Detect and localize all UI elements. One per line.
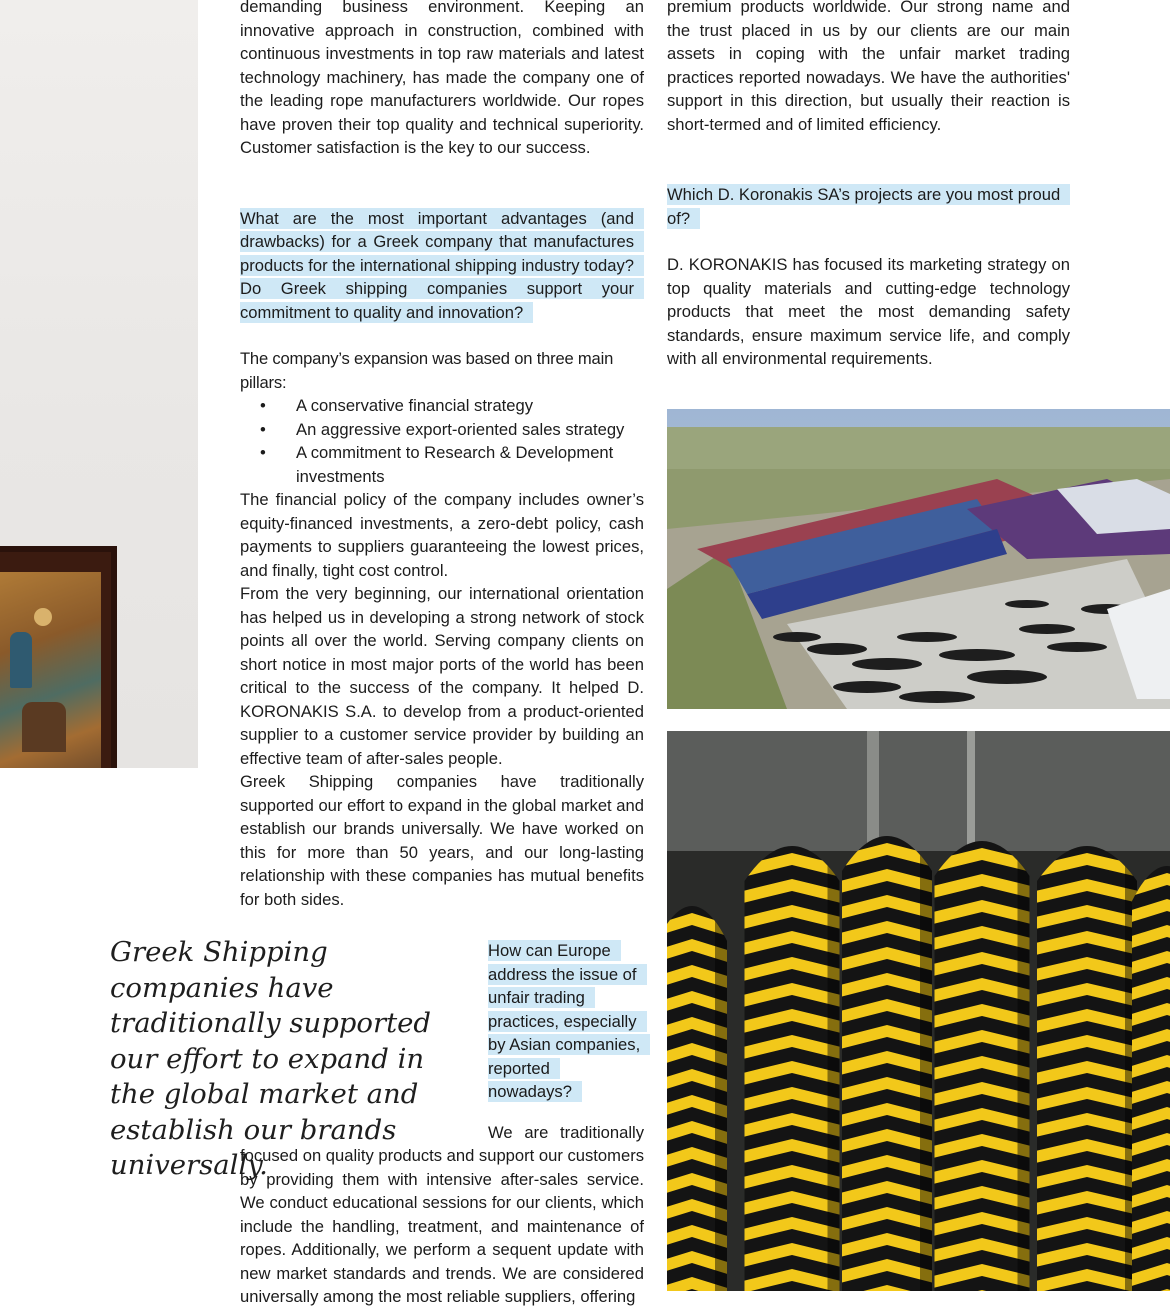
rope-coils-illustration bbox=[667, 731, 1170, 1291]
list-item: • A conservative financial strategy bbox=[240, 394, 644, 418]
international-paragraph: From the very beginning, our international orientation has helped us in developing a strong network of stock points all over the world. Serving company clients on short notice in most major ports of the world has been critical to the success of the company. It helped D. KORONAKIS S.A. to develop from a product-oriented supplier to a customer service provider by building an effective team of after-sales people. bbox=[240, 584, 644, 768]
factory-aerial-illustration bbox=[667, 409, 1170, 709]
question-1: What are the most important advantages (and drawbacks) for a Greek company that manufactures products for the international shipping industry today? Do Greek shipping companies support your commitment to quality and innovation? bbox=[240, 207, 644, 325]
factory-aerial-photo bbox=[667, 409, 1170, 709]
question-2: Which D. Koronakis SA’s projects are you most proud of? bbox=[667, 183, 1070, 230]
rope-coils-photo bbox=[667, 731, 1170, 1291]
religious-icon-painting bbox=[0, 546, 117, 768]
left-text-column bbox=[240, 0, 644, 911]
list-item: • An aggressive export-oriented sales strategy bbox=[240, 418, 644, 442]
greek-shipping-paragraph: Greek Shipping companies have traditionally supported our effort to expand in the global market and establish our brands universally. We have worked on this for more than 50 years, and our long-lasting relationship with these companies has mutual benefits for both sides. bbox=[240, 772, 644, 909]
question-3: How can Europe address the issue of unfair trading practices, especially by Asian companies, reported nowadays? bbox=[488, 939, 648, 1104]
pull-quote: Greek Shipping companies have traditionally supported our effort to expand in the global market and establish our brands universally. bbox=[110, 936, 432, 1181]
financial-policy-paragraph: The financial policy of the company includes owner’s equity-financed investments, a zero-debt policy, cash payments to suppliers guaranteeing the lowest prices, and finally, tight cost control. bbox=[240, 490, 644, 580]
interview-portrait-photo bbox=[0, 0, 198, 768]
list-item: • A commitment to Research & Development investments bbox=[240, 441, 644, 488]
pillars-list bbox=[240, 394, 644, 488]
intro-paragraph: demanding business environment. Keeping an innovative approach in construction, combined with continuous investments in top raw materials and latest technology machinery, has made the company one of the leading rope manufacturers worldwide. Our ropes have proven their top quality and technical superiority. Customer satisfaction is the key to our success. bbox=[240, 0, 644, 157]
right-intro-paragraph: premium products worldwide. Our strong name and the trust placed in us by our clients are our main assets in coping with the unfair market trading practices reported nowadays. We have the authorities' support in this direction, but usually their reaction is short-termed and of limited efficiency. bbox=[667, 0, 1070, 134]
right-text-column bbox=[667, 0, 1070, 371]
answer-2-paragraph: D. KORONAKIS has focused its marketing strategy on top quality materials and cutting-edge technology products that meet the most demanding safety standards, ensure maximum service life, and comply with all environmental requirements. bbox=[667, 255, 1070, 368]
bottom-answer-paragraph: We are traditionally focused on quality products and support our customers by providing them with intensive after-sales service. We conduct educational sessions for our clients, which include the handling, treatment, and maintenance of ropes. Additionally, we perform a sequent update with new market standards and trends. We are considered universally among the most reliable suppliers, offering bbox=[240, 1122, 645, 1307]
pillars-intro: The company’s expansion was based on three main pillars: bbox=[240, 349, 614, 392]
